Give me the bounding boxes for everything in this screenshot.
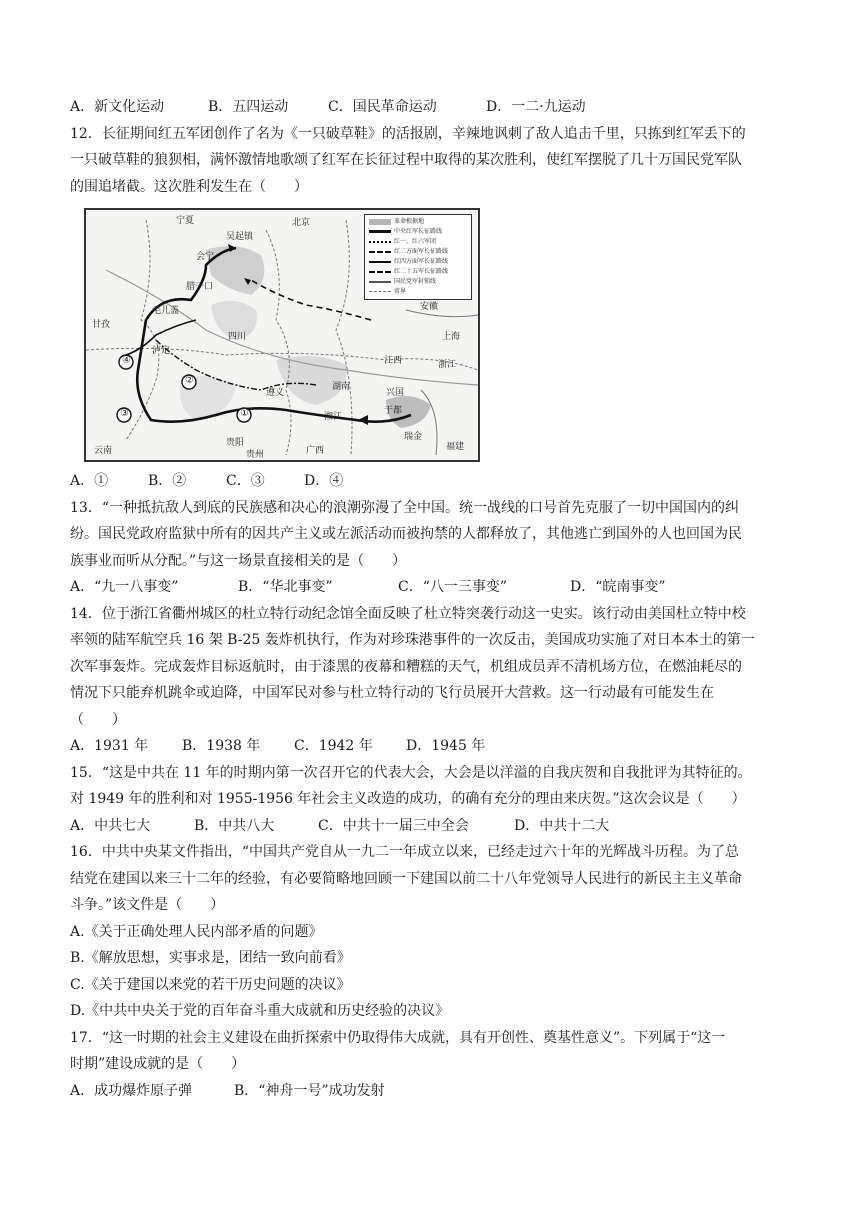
legend-label: 红二方面军长征路线 [394,248,449,255]
q13-options [70,574,792,601]
legend-label: 红四方面军长征路线 [394,258,449,265]
q17-options [70,1078,792,1105]
map-label: 遵义 [266,388,285,398]
coastline [406,310,478,317]
legend-symbol [369,281,391,283]
q16-option-b[interactable]: B.《解放思想，实事求是，团结一致向前看》 [70,950,351,966]
q15-option-a[interactable]: A．中共七大 [70,817,151,834]
legend-item [369,287,469,296]
legend-label: 省界 [394,288,407,295]
q12-option-d[interactable]: D．④ [304,473,344,489]
legend-item [369,237,469,246]
map-label: 浙江 [438,360,457,370]
map-label: 泸定 [152,346,171,356]
q13-stem-line: 13．“一种抵抗敌人到底的民族感和决心的浪潮弥漫了全中国。统一战线的口号首先克服了一切中国国内的纠 [70,499,739,516]
q16-stem-line: 16．中共中央某文件指出，“中国共产党自从一九二一年成立以来，已经走过六十年的光辉战斗历程。为了总 [70,844,739,860]
legend-label: 中央红军长征路线 [394,228,443,235]
legend-item [369,247,469,256]
province-boundary [266,230,291,455]
q16-option-a[interactable]: A.《关于正确处理人民内部矛盾的问题》 [70,923,323,940]
legend-symbol [369,230,391,233]
map-label: 会宁 [196,252,215,262]
q12-option-a[interactable]: A．① [70,473,109,489]
legend-item [369,257,469,266]
legend-label: 革命根据地 [394,218,425,225]
q12-options [70,468,792,495]
q13-option-b[interactable]: B．“华北事变” [238,579,333,595]
question-16 [70,839,792,1025]
q15-option-d[interactable]: D．中共十二大 [514,817,610,834]
base-area-shape [206,246,264,295]
q16-stem-line: 结党在建国以来三十二年的经验，有必要简略地回顾一下建国以前二十八年党领导人民进行的新民主主义革命 [70,870,742,887]
q12-option-c[interactable]: C．③ [226,473,265,489]
map-label: 宁夏 [176,216,195,226]
marker-2-label: ② [185,375,194,386]
q14-stem-line: （ ） [70,711,126,728]
legend-item [369,267,469,276]
legend-symbol [369,241,391,243]
q12-option-b[interactable]: B．② [148,473,187,489]
q15-stem-line: 15．“这是中共在 11 年的时期内第一次召开它的代表大会，大会是以洋溢的自我庆贺和自我批评为其特征的。 [70,764,752,781]
q15-options [70,813,792,840]
coastline [421,390,437,455]
q14-stem-line: 情况下只能弃机跳伞或迫降，中国军民对参与杜立特行动的飞行员展开大营救。这一行动最有可能发生在 [70,685,714,701]
q12-stem-line: 12．长征期间红五军团创作了名为《一只破草鞋》的活报剧，辛辣地讽刺了敌人追击千里，只拣到红军丢下的 [70,125,746,142]
arrowhead [358,415,368,425]
q13-stem-line: 族事业而听从分配。”与这一场景直接相关的是（ ） [70,552,407,569]
q14-option-b[interactable]: B．1938 年 [182,738,261,754]
map-label: 广西 [306,446,325,456]
legend-label: 红一、红六军团 [394,238,437,245]
question-15 [70,760,792,840]
q17-option-a[interactable]: A．成功爆炸原子弹 [70,1082,193,1099]
map-label: 于都 [384,406,403,416]
map-label: 湘江 [324,412,343,422]
marker-3-label: ③ [120,408,129,419]
q14-options [70,733,792,760]
legend-symbol [369,271,391,273]
q14-stem-line: 次军事轰炸。完成轰炸目标返航时，由于漆黑的夜幕和糟糕的天气，机组成员弄不清机场方位，在燃油耗尽的 [70,658,742,675]
q11-options [70,94,792,121]
question-14 [70,601,792,760]
legend-symbol [369,261,391,263]
question-13 [70,495,792,601]
q16-option-c[interactable]: C.《关于建国以来党的若干历史问题的决议》 [70,976,351,993]
map-label: 福建 [446,442,465,452]
q16-stem-line: 斗争。”该文件是（ ） [70,897,225,913]
q14-option-d[interactable]: D．1945 年 [406,738,486,754]
map-label: 四川 [228,332,247,342]
map-label: 云南 [94,446,113,456]
q17-stem-line: 17．“这一时期的社会主义建设在曲折探索中仍取得伟大成就，具有开创性、奠基性意义”。下列属于“这一 [70,1029,726,1046]
legend-label: 国民党军封锁线 [394,278,437,285]
map-label: 湖南 [332,382,351,392]
q11-option-d[interactable]: D．一二·九运动 [486,99,586,115]
q12-stem-line: 的围追堵截。这次胜利发生在（ ） [70,178,308,195]
q17-stem-line: 时期”建设成就的是（ ） [70,1056,246,1072]
map-label: 贵州 [246,450,265,460]
marker-1-label: ① [240,408,249,419]
legend-symbol [369,251,391,253]
q12-stem-line: 一只破草鞋的狼狈相，满怀激情地歌颂了红军在长征过程中取得的某次胜利，使红军摆脱了几十万国民党军队 [70,152,742,168]
twenty-fifth-army-route [251,280,371,320]
map-label: 甘孜 [92,320,111,330]
q14-stem-line: 率领的陆军航空兵 16 架 B-25 轰炸机执行，作为对珍珠港事件的一次反击，美国成功实施了对日本本土的第一 [70,632,755,648]
question-12 [70,121,792,495]
map-label: 上海 [442,332,461,342]
q14-option-c[interactable]: C．1942 年 [294,738,373,754]
map-label: 贵阳 [226,438,245,448]
q11-option-b[interactable]: B．五四运动 [208,99,289,115]
q13-stem-line: 纷。国民党政府监狱中所有的因共产主义或左派活动而被拘禁的人都释放了，其他逃亡到国外的人也回国为民 [70,526,742,542]
marker-4-label: ④ [122,355,131,366]
map-label: 兴国 [386,388,405,398]
q14-option-a[interactable]: A．1931 年 [70,738,149,754]
q15-option-b[interactable]: B．中共八大 [194,817,275,834]
province-shape [276,356,347,405]
question-content [70,94,792,1104]
q11-option-a[interactable]: A．新文化运动 [70,99,165,115]
legend-symbol [369,219,391,225]
q17-option-b[interactable]: B．“神舟一号”成功发射 [234,1082,385,1099]
map-legend [364,214,472,300]
map-label: 瑞金 [404,432,423,442]
map-label: 吴起镇 [226,232,254,242]
map-label: 安徽 [420,302,439,312]
q16-option-d[interactable]: D.《中共中央关于党的百年奋斗重大成就和历史经验的决议》 [70,1003,450,1019]
legend-label: 红二十五军长征路线 [394,268,449,275]
q13-option-c[interactable]: C．“八一三事变” [398,579,508,595]
map-label: 江西 [384,356,403,366]
map-label: 北京 [292,218,311,228]
legend-symbol [369,291,391,292]
q14-stem-line: 14．位于浙江省衢州城区的杜立特行动纪念馆全面反映了杜立特突袭行动这一史实。该行动由美国杜立特中校 [70,605,746,622]
q15-option-c[interactable]: C．中共十一届三中全会 [318,817,469,834]
question-17 [70,1025,792,1105]
q13-option-d[interactable]: D．“皖南事变” [570,579,666,595]
map-label: 腊子口 [186,282,214,292]
q15-stem-line: 对 1949 年的胜利和对 1955-1956 年社会主义改造的成功，的确有充分的理由来庆贺。”这次会议是（ ） [70,791,746,807]
q13-option-a[interactable]: A．“九一八事变” [70,579,179,595]
legend-item [369,217,469,226]
long-march-map [84,208,480,462]
map-label: 毛儿盖 [152,306,180,316]
legend-item [369,277,469,286]
q11-option-c[interactable]: C．国民革命运动 [328,99,437,115]
legend-item [369,227,469,236]
